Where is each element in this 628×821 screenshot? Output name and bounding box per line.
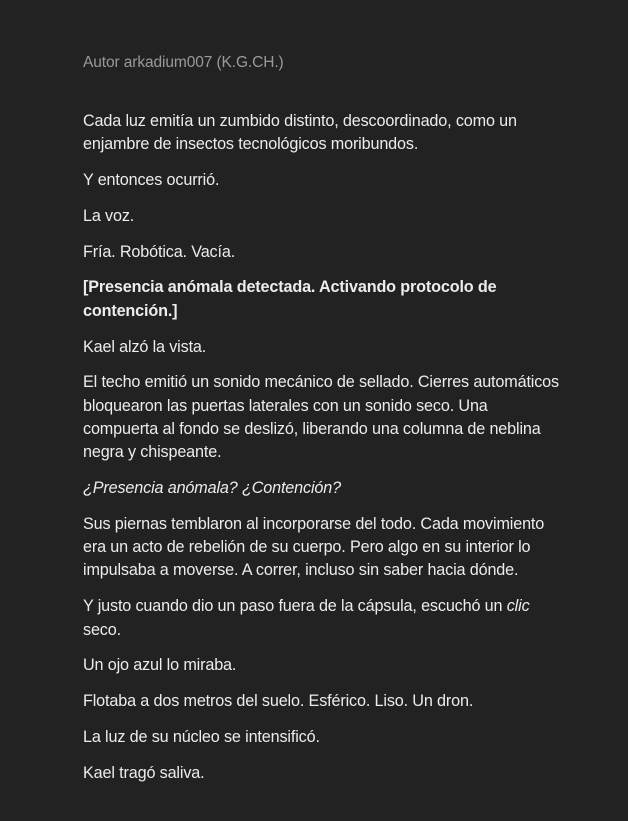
paragraph-text: Y justo cuando dio un paso fuera de la cápsula, escuchó un <box>83 597 507 616</box>
paragraph: Sus piernas temblaron al incorporarse del todo. Cada movimiento era un acto de rebelión de su cuerpo. Pero algo en su interior lo impulsaba a moverse. A correr, incluso sin saber hacia dónde. <box>83 514 545 580</box>
paragraph-text: seco. <box>83 620 121 639</box>
paragraph: Cada luz emitía un zumbido distinto, descoordinado, como un enjambre de insectos tecnológicos moribundos. <box>83 112 517 154</box>
paragraph: Un ojo azul lo miraba. <box>83 656 237 675</box>
italic-thought-paragraph <box>83 477 566 500</box>
paragraph: Y entonces ocurrió. <box>83 171 220 190</box>
paragraph: Kael tragó saliva. <box>83 763 205 782</box>
paragraph: El techo emitió un sonido mecánico de sellado. Cierres automáticos bloquearon las puertas laterales con un sonido seco. Una compuerta al fondo se deslizó, liberando una columna de neblina negra y chispeante. <box>83 373 559 462</box>
author-credit: Autor arkadium007 (K.G.CH.) <box>83 54 284 71</box>
paragraph: Flotaba a dos metros del suelo. Esférico. Liso. Un dron. <box>83 692 474 711</box>
italic-word: clic <box>506 597 530 616</box>
paragraph: Fría. Robótica. Vacía. <box>83 242 236 261</box>
story-body <box>83 110 566 785</box>
paragraph: La luz de su núcleo se intensificó. <box>83 727 320 746</box>
paragraph <box>83 595 566 642</box>
system-message-paragraph: [Presencia anómala detectada. Activando protocolo de contención.] <box>83 278 497 320</box>
paragraph: La voz. <box>83 206 135 225</box>
italic-thought: ¿Presencia anómala? ¿Contención? <box>83 479 341 498</box>
paragraph: Kael alzó la vista. <box>83 337 207 356</box>
